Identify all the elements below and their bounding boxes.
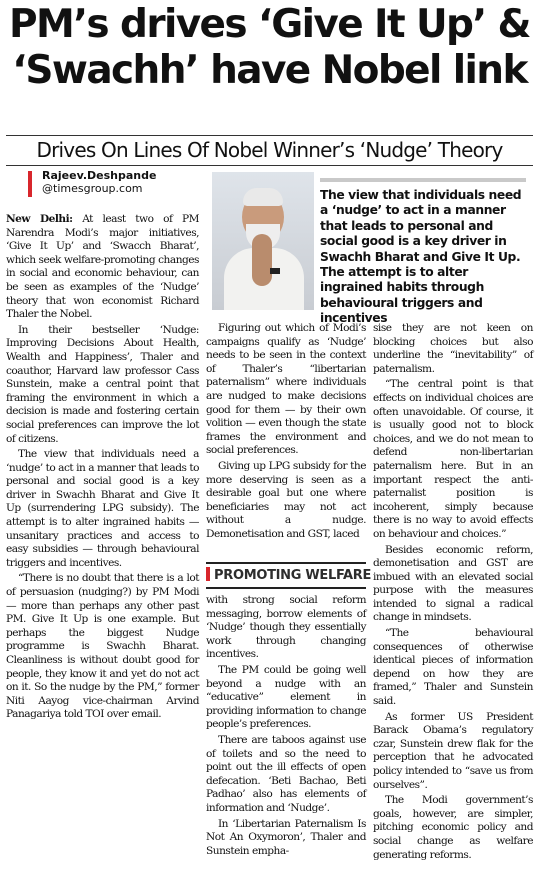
paragraph: In their bestseller ‘Nudge: Improving Decisions About Health, Wealth and Happiness’, Thaler and coauthor, Harvard law professor Cass Sunstein, make a central point that framing the environment in which a decision is made and fostering certain social preferences can improve the lot of citizens. <box>6 323 199 445</box>
byline-handle: @timesgroup.com <box>42 182 143 195</box>
headline-line-2: ‘Swachh’ have Nobel link <box>12 48 527 93</box>
section-label <box>206 562 372 589</box>
headline-line-1: PM’s drives ‘Give It Up’ & <box>9 2 530 47</box>
section-marker <box>206 567 210 581</box>
paragraph-text: At least two of PM Narendra Modi’s major initiatives, ‘Give It Up’ and ‘Swacch Bharat’, which seek welfare-promoting changes in social and economic behaviour, can be seen as examples of the ‘Nudge’ theory that won economist Richard Thaler the Nobel. <box>6 213 199 321</box>
paragraph <box>6 213 199 322</box>
paragraph: “There is no doubt that there is a lot of persuasion (nudging?) by PM Modi — more than perhaps any other past PM. Give It Up is one example. But perhaps the biggest Nudge programme is Swachh Bharat. Cleanliness is without doubt good for people, they know it and yet do not act on it. So the nudge by the PM,” former Niti Aayog vice-chairman Arvind Panagariya told TOI over email. <box>6 572 199 721</box>
paragraph: The PM could be going well beyond a nudge with an “educative” element in providing information to change people’s preferences. <box>206 663 366 731</box>
paragraph: As former US President Barack Obama’s regulatory czar, Sunstein drew flak for the perception that he advocated policy intended to “save us from ourselves”. <box>373 710 533 791</box>
dateline: New Delhi: <box>6 213 73 225</box>
paragraph: The view that individuals need a ‘nudge’ to act in a manner that leads to personal and social good is a key driver in Swachh Bharat and Give It Up (surrendering LPG subsidy). The attempt is to alter ingrained habits — unsanitary practices and access to easy subsidies — through behavioural triggers and incentives. <box>6 448 199 569</box>
paragraph: with strong social reform messaging, borrow elements of ‘Nudge’ though they essentially work through changing incentives. <box>206 594 366 661</box>
headline <box>6 2 533 94</box>
article-column-2-top <box>206 322 366 544</box>
portrait-photo <box>212 172 314 310</box>
section-label-text: PROMOTING WELFARE <box>214 568 372 583</box>
article-column-2-bottom <box>206 594 366 860</box>
article-column-3 <box>373 322 533 864</box>
article-column-1 <box>6 213 199 724</box>
paragraph: In ‘Libertarian Paternalism Is Not An Oxymoron’, Thaler and Sunstein empha- <box>206 817 366 857</box>
byline <box>42 169 156 195</box>
paragraph: There are taboos against use of toilets and so the need to point out the ill effects of open defecation. ‘Beti Bachao, Beti Padhao’ also has elements of information and ‘Nudge’. <box>206 733 366 814</box>
paragraph: Figuring out which of Modi’s campaigns qualify as ‘Nudge’ needs to be seen in the context of Thaler’s “libertarian paternalism” where individuals are nudged to make decisions good for them — by their own volition — even though the state frames the environment and social preferences. <box>206 322 366 457</box>
paragraph: sise they are not keen on blocking choices but also underline the “inevitability” of paternalism. <box>373 322 533 375</box>
paragraph: “The central point is that effects on individual choices are often unavoidable. Of course, it is usually good not to block choices, and we do not mean to defend non-libertarian paternalism here. But in an important respect the anti-paternalist position is incoherent, simply because there is no way to avoid effects on behaviour and choices.” <box>373 378 533 540</box>
byline-name: Rajeev.Deshpande <box>42 169 157 182</box>
byline-accent <box>28 171 32 197</box>
paragraph: Giving up LPG subsidy for the more deserving is seen as a desirable goal but one where beneficiaries may not act without a nudge. Demonetisation and GST, laced <box>206 459 366 540</box>
paragraph: “The behavioural consequences of otherwise identical pieces of information depend on how they are framed,” Thaler and Sunstein said. <box>373 627 533 708</box>
divider-bottom <box>6 165 533 166</box>
paragraph: The Modi government’s goals, however, are simpler, pitching economic policy and social change as welfare generating reforms. <box>373 794 533 861</box>
pull-quote-bar <box>320 178 526 182</box>
paragraph: Besides economic reform, demonetisation and GST are imbued with an elevated social purpose with the measures intended to signal a radical change in mindsets. <box>373 543 533 624</box>
pull-quote: The view that individuals need a ‘nudge’ to act in a manner that leads to personal and social good is a key driver in Swachh Bharat and Give It Up. The attempt is to alter ingrained habits through behavioural triggers and incentives <box>320 188 522 326</box>
subheadline: Drives On Lines Of Nobel Winner’s ‘Nudge’ Theory <box>36 138 503 162</box>
divider-top <box>6 135 533 136</box>
